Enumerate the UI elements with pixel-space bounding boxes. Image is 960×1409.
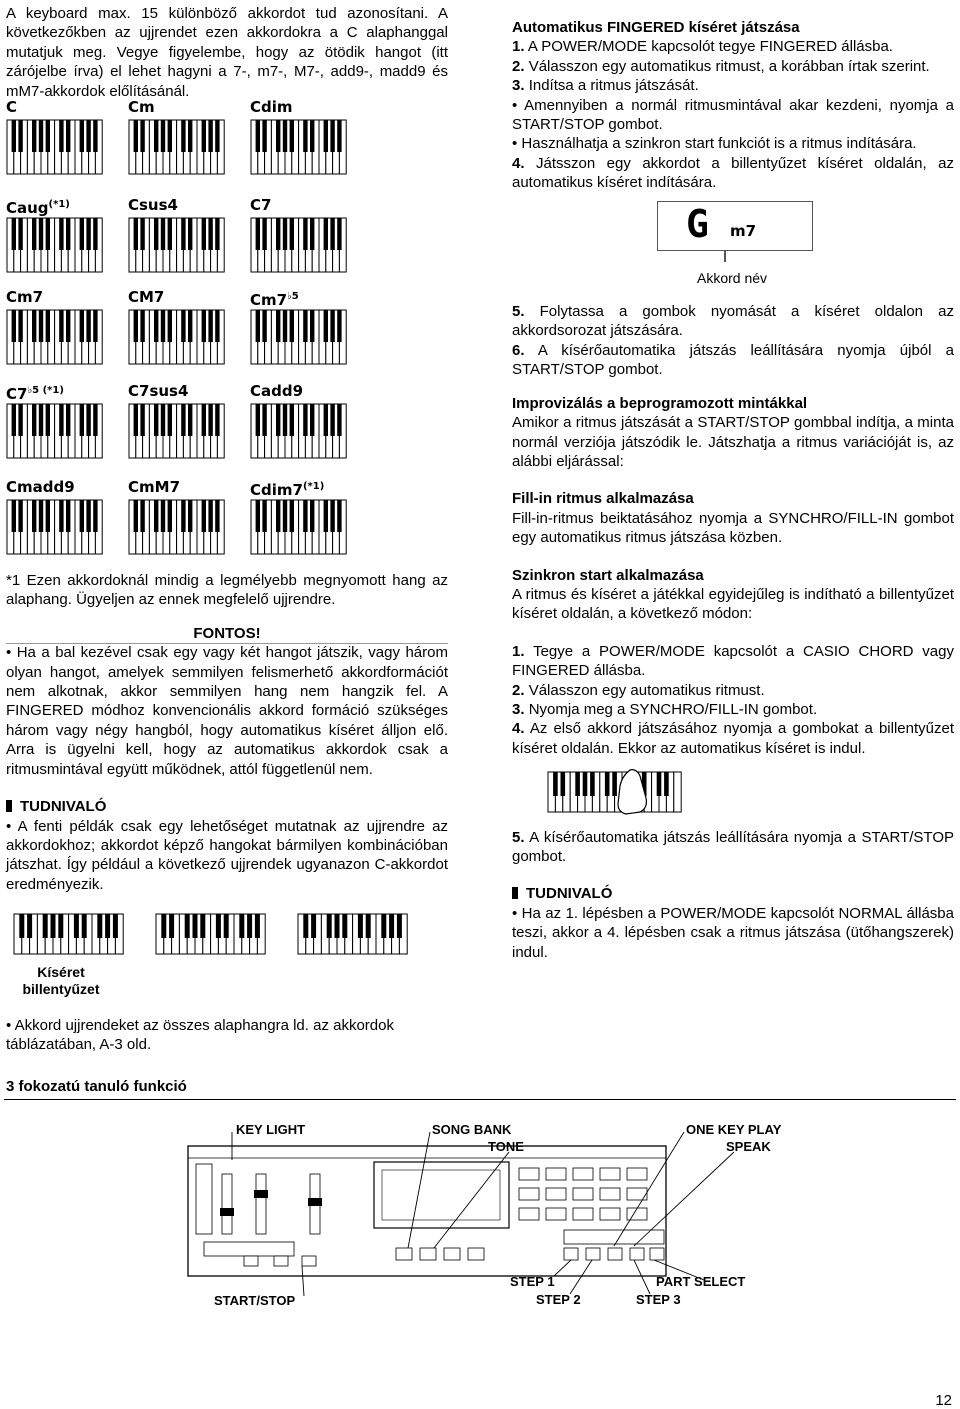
chord-keyboard <box>250 217 348 273</box>
chord-keyboard <box>6 309 104 365</box>
right-column <box>512 18 954 962</box>
chord-name: Caug$^{(*1)}$ <box>6 199 70 218</box>
step-6: 6. A kísérőautomatika játszás leállítására nyomja újból a START/STOP gombot. <box>512 341 954 379</box>
chord-diagram <box>128 289 240 383</box>
akkord-note: • Akkord ujjrendeket az összes alaphangra ld. az akkordok táblázatában, A-3 old. <box>6 1016 394 1053</box>
chord-diagram <box>250 479 362 573</box>
label-step3: STEP 3 <box>636 1292 681 1307</box>
improv-text: Amikor a ritmus játszását a START/STOP gombbal indítja, a minta normál verziója játszódik le. Játszhatja a ritmus variációját is, az alábbi eljárással: <box>512 414 954 470</box>
chord-diagram <box>6 289 118 383</box>
chord-diagram <box>6 99 118 193</box>
chord-keyboard <box>6 403 104 459</box>
chord-keyboard <box>128 119 226 175</box>
footnote: *1 Ezen akkordoknál mindig a legmélyebb megnyomott hang az alaphang. Ügyeljen az ennek megfelelő ujjrendre. <box>6 572 448 609</box>
tudnivalo-text-right: • Ha az 1. lépésben a POWER/MODE kapcsolót NORMAL állásba teszi, akkor a 4. lépésben csak a ritmus játszása (ütőhangszerek) indul. <box>512 904 954 961</box>
left-column <box>6 4 448 1054</box>
sync-text: A ritmus és kíséret a játékkal egyidejűleg is indítható a billentyűzet kíséret oldalán, a következő módon: <box>512 585 954 623</box>
chord-diagram <box>6 197 118 291</box>
chord-keyboard <box>128 217 226 273</box>
chord-name: CmM7 <box>128 478 181 497</box>
tudnivalo-heading-right: TUDNIVALÓ <box>512 884 954 903</box>
tudnivalo-heading-left: TUDNIVALÓ <box>6 797 448 816</box>
chord-name: Cmadd9 <box>6 478 75 497</box>
chord-diagram <box>250 99 362 193</box>
label-song-bank: SONG BANK <box>432 1122 512 1137</box>
chord-diagram <box>128 383 240 477</box>
lcd-display <box>657 201 813 251</box>
lcd-chord-root: G <box>686 201 709 246</box>
step-1: 1. A POWER/MODE kapcsolót tegye FINGERED állásba. <box>512 38 893 56</box>
label-speak: SPEAK <box>726 1139 771 1154</box>
chord-keyboard <box>250 403 348 459</box>
sync-step-3: 3. Nyomja meg a SYNCHRO/FILL-IN gombot. <box>512 700 818 718</box>
step-5: 5. Folytassa a gombok nyomását a kíséret oldalon az akkordsorozat játszására. <box>512 303 954 340</box>
note-marker-icon <box>512 887 518 899</box>
chord-name: Cm7 <box>6 288 44 307</box>
step-3: 3. Indítsa a ritmus játszását. <box>512 77 699 95</box>
kiseret-label: Kíséret billentyűzet <box>22 963 100 997</box>
chord-name: C7 <box>250 196 272 215</box>
page-number: 12 <box>935 1392 952 1409</box>
chord-diagram <box>128 99 240 193</box>
label-tone: TONE <box>488 1139 524 1154</box>
keyboard-hand-illustration <box>512 768 682 818</box>
sync-heading: Szinkron start alkalmazása <box>512 566 704 584</box>
chord-diagram <box>128 197 240 291</box>
chord-diagram <box>6 479 118 573</box>
sync-step-4: 4. Az első akkord játszásához nyomja a gombokat a billentyűzet kíséret oldalán. Ekkor az automatikus kíséret is indul. <box>512 720 954 757</box>
sync-step-5: 5. A kísérőautomatika játszás leállítására nyomja a START/STOP gombot. <box>512 828 954 865</box>
fontos-text: • Ha a bal kezével csak egy vagy két hangot játszik, vagy három olyan hangot, amelyek semmilyen felismerhető akkordformációt nem alkotnak, akkor semmilyen hang nem hangzik fel. A FINGERED módhoz konvencionális akkord formáció szükséges három vagy négy hangból, hogy automatikus kíséret álljon elő. Arra is ügyelni kell, hogy az automatikus akkordok csak a ritmusmintával együtt működnek, attól függetlenül nem. <box>6 644 448 778</box>
chord-name: Cm <box>128 98 155 117</box>
chord-keyboard <box>128 403 226 459</box>
intro-paragraph: A keyboard max. 15 különböző akkordot tud azonosítani. A következőkben az ujjrendet ezen akkordokra a C alaphanggal mutatjuk meg. Vegye figyelembe, hogy az ötödik hangot (itt zárójelbe írva) el lehet hagyni a 7-, m7-, M7-, add9-, madd9 és mM7-akkordok előlításánál. <box>6 5 448 100</box>
tudnivalo-text-left: • A fenti példák csak egy lehetőséget mutatnak az ujjrendre az akkordokhoz; akkordot képző hangokat bármilyen kombinációban játszhat. Így például a következő ujjrendek ugyanazon C-akkordot eredményezik. <box>6 817 448 893</box>
chord-name: $C7^{♭5 (*1)}$ <box>6 385 64 404</box>
chord-keyboard <box>128 309 226 365</box>
chord-keyboard <box>250 119 348 175</box>
chord-keyboard <box>250 309 348 365</box>
label-step1: STEP 1 <box>510 1274 555 1289</box>
lcd-chord-type: m7 <box>730 221 757 240</box>
label-key-light: KEY LIGHT <box>236 1122 306 1137</box>
bullet-2: • Használhatja a szinkron start funkciót is a ritmus indítására. <box>512 135 917 153</box>
chord-name: $Cdim7^{(*1)}$ <box>250 481 325 500</box>
note-marker-icon <box>6 800 12 812</box>
chord-keyboard <box>6 217 104 273</box>
chord-diagram <box>6 383 118 477</box>
chord-diagram <box>128 479 240 573</box>
label-start-stop: START/STOP <box>214 1293 296 1308</box>
section-title: 3 fokozatú tanuló funkció <box>6 1078 187 1095</box>
chord-name: C <box>6 98 18 117</box>
chord-keyboard <box>6 499 104 555</box>
keyboard-panel-diagram <box>184 1118 784 1313</box>
chord-diagram <box>250 197 362 291</box>
bullet-1: • Amennyiben a normál ritmusmintával akar kezdeni, nyomja a START/STOP gombot. <box>512 96 954 134</box>
fillin-heading: Fill-in ritmus alkalmazása <box>512 490 694 508</box>
section-divider <box>4 1099 956 1100</box>
chord-diagram <box>250 289 362 383</box>
label-one-key-play: ONE KEY PLAY <box>686 1122 782 1137</box>
chord-keyboard <box>128 499 226 555</box>
c-chord-keyboard-examples <box>6 912 446 958</box>
step-2: 2. Válasszon egy automatikus ritmust, a korábban írtak szerint. <box>512 57 930 75</box>
chord-name: C7sus4 <box>128 382 189 401</box>
fingered-heading: Automatikus FINGERED kíséret játszása <box>512 19 800 36</box>
fontos-heading: FONTOS! <box>6 624 448 643</box>
chord-diagram-grid <box>6 98 456 565</box>
chord-keyboard <box>6 119 104 175</box>
label-part-select: PART SELECT <box>656 1274 746 1289</box>
sync-step-1: 1. Tegye a POWER/MODE kapcsolót a CASIO CHORD vagy FINGERED állásba. <box>512 642 954 680</box>
chord-name: $Cm7^{♭5}$ <box>250 291 299 310</box>
chord-keyboard <box>250 499 348 555</box>
chord-name: CM7 <box>128 288 165 307</box>
fillin-text: Fill-in-ritmus beiktatásához nyomja a SYNCHRO/FILL-IN gombot egy automatikus ritmus játszása közben. <box>512 509 954 547</box>
chord-name: Cdim <box>250 98 293 117</box>
chord-diagram <box>250 383 362 477</box>
chord-name: Csus4 <box>128 196 178 215</box>
improv-heading: Improvizálás a beprogramozott mintákkal <box>512 394 808 412</box>
chord-name: Cadd9 <box>250 382 304 401</box>
akkord-nev-label: Akkord név <box>697 269 768 286</box>
sync-step-2: 2. Válasszon egy automatikus ritmust. <box>512 681 765 699</box>
label-step2: STEP 2 <box>536 1292 581 1307</box>
step-4: 4. Játsszon egy akkordot a billentyűzet kíséret oldalán, az automatikus kíséret indítására. <box>512 154 955 192</box>
